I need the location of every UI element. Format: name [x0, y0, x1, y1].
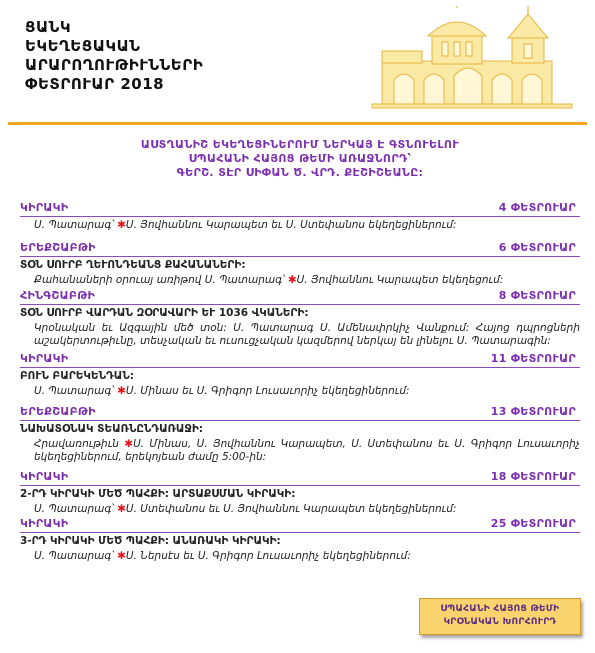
entry-header: [20, 404, 580, 421]
entry-header: [20, 200, 580, 217]
entry-title: ՏՕՆ ՍՈՒՐԲ ՂԵՒՈՆԴԵԱՆՑ ՔԱՀԱՆԱՆԵՐԻ:: [20, 259, 246, 271]
header-line-1: ՑԱՆԿ: [25, 18, 72, 36]
entry-text: [20, 550, 580, 563]
intro-line-2: ՍՊԱՀԱՆԻ ՀԱՅՈՑ ԹԵՄԻ ԱՌԱՋՆՈՐԴ՝: [188, 152, 412, 165]
entry-date: 6 ՓԵՏՐՈՒԱՐ: [498, 241, 576, 254]
entry-text-after: Ս. Մինաս, Ս. Յովհաննու Կարապետ, Ս. Ստեփանոս եւ Ս. Գրիգոր Լուսաւորիչ եկեղեցիներում, երեկոյեան ժամը 5:00-ին:: [34, 438, 580, 463]
red-star-icon: ✱: [117, 550, 126, 562]
entry-header: [20, 288, 580, 305]
entry-title: ԲՈՒՆ ԲԱՐԵԿԵՆԴԱՆ:: [20, 370, 134, 382]
entry-date: 11 ՓԵՏՐՈՒԱՐ: [490, 352, 576, 365]
entry-text-after: Ս. Յովհաննու Կարապետ եկեղեցում:: [296, 274, 504, 286]
church-illustration: [362, 6, 580, 110]
header-line-3: ԱՐԱՐՈՂՈՒԹԻՒՆՆԵՐԻ: [25, 56, 204, 74]
entry-day: ԵՐԵՔՇԱԲԹԻ: [20, 241, 96, 254]
entry-date: 4 ՓԵՏՐՈՒԱՐ: [498, 201, 576, 214]
intro-line-3: ԳԵՐՇ. ՏԷՐ ՍԻՓԱՆ Ծ. ՎՐԴ. ՔԷՇԻՇԵԱՆԸ:: [176, 166, 424, 179]
schedule-entry: [20, 200, 580, 232]
entry-header: [20, 351, 580, 368]
entry-day: ԿԻՐԱԿԻ: [20, 352, 69, 365]
schedule-entry: [20, 516, 580, 563]
entry-day: ԵՐԵՔՇԱԲԹԻ: [20, 405, 96, 418]
entry-text: [20, 322, 580, 348]
entry-day: ԿԻՐԱԿԻ: [20, 517, 69, 530]
page-header: [25, 18, 355, 94]
badge-line-2: ԿՐՕՆԱԿԱՆ ԽՈՐՀՈՒՐԴ: [443, 617, 557, 627]
entry-text-before: Հրավառութիւն: [34, 438, 119, 450]
red-star-icon: ✱: [124, 438, 134, 450]
entry-title: ՏՕՆ ՍՈՒՐԲ ՎԱՐԴԱՆ ԶՕՐԱՎԱՐԻ ԵՒ 1036 ՎԿԱՆԵՐԻ:: [20, 307, 309, 319]
entry-text-before: Ս. Պատարագ՝: [34, 503, 114, 515]
entry-day: ԿԻՐԱԿԻ: [20, 470, 69, 483]
council-signature-badge: [419, 598, 581, 635]
entry-text-before: Ս. Պատարագ՝: [34, 385, 114, 397]
red-star-icon: ✱: [117, 385, 126, 397]
entry-header: [20, 240, 580, 257]
entry-text-after: Ս. Մինաս եւ Ս. Գրիգոր Լուսաւորիչ եկեղեցիներում:: [125, 385, 410, 397]
schedule-entry: [20, 404, 580, 464]
entry-text: [20, 219, 580, 232]
entry-header: [20, 516, 580, 533]
entry-text-after: Ս. Յովհաննու Կարապետ եւ Ս. Ստեփանոս եկեղեցիներում:: [125, 219, 457, 231]
entry-text-before: Ս. Պատարագ՝: [34, 219, 114, 231]
entry-text-after: Ս. Ստեփանոս եւ Ս. Յովհաննու Կարապետ եկեղեցիներում:: [125, 503, 457, 515]
red-star-icon: ✱: [287, 274, 297, 286]
entry-text-after: Ս. Ներսէս եւ Ս. Գրիգոր Լուսաւորիչ եկեղեցիներում:: [125, 550, 411, 562]
entry-text: [20, 385, 580, 398]
entry-header: [20, 469, 580, 486]
entry-text: [20, 274, 580, 287]
entry-day: ՀԻՆԳՇԱԲԹԻ: [20, 289, 96, 302]
entry-text-before: Ս. Պատարագ՝: [34, 550, 114, 562]
orange-divider-top: [8, 122, 587, 125]
entry-title: ՆԱԽԱՏՕՆԱԿ ՏԵԱՌՆԸՆԴԱՌԱՋԻ:: [20, 423, 204, 435]
schedule-entry: [20, 351, 580, 398]
entry-text: [20, 438, 580, 464]
header-line-4: ՓԵՏՐՈՒԱՐ 2018: [25, 75, 165, 93]
schedule-entry: [20, 240, 580, 287]
entry-date: 25 ՓԵՏՐՈՒԱՐ: [490, 517, 576, 530]
entry-text-before: Քահանաների օրուայ առիթով Ս. Պատարագ՝: [34, 274, 285, 286]
entry-title: 3-ՐԴ ԿԻՐԱԿԻ ՄԵԾ ՊԱՀՔԻ: ԱՆԱՌԱԿԻ ԿԻՐԱԿԻ:: [20, 535, 281, 547]
red-star-icon: ✱: [117, 219, 126, 231]
header-line-2: ԵԿԵՂԵՑԱԿԱՆ: [25, 37, 141, 55]
entry-title: 2-ՐԴ ԿԻՐԱԿԻ ՄԵԾ ՊԱՀՔԻ: ԱՐՏԱՔՍՄԱՆ ԿԻՐԱԿԻ:: [20, 488, 296, 500]
entry-date: 8 ՓԵՏՐՈՒԱՐ: [498, 289, 576, 302]
intro-line-1: ԱՍՏՂԱՆԻՇ ԵԿԵՂԵՑԻՆԵՐՈՒՄ ՆԵՐԿԱՅ Է ԳՏՆՈՒԵԼՈՒ: [140, 138, 460, 151]
entry-day: ԿԻՐԱԿԻ: [20, 201, 69, 214]
entry-text: [20, 503, 580, 516]
badge-line-1: ՍՊԱՀԱՆԻ ՀԱՅՈՑ ԹԵՄԻ: [440, 604, 560, 614]
schedule-entry: [20, 288, 580, 348]
entry-date: 13 ՓԵՏՐՈՒԱՐ: [490, 405, 576, 418]
entry-date: 18 ՓԵՏՐՈՒԱՐ: [490, 470, 576, 483]
intro-block: [20, 138, 580, 180]
entry-text-before: Կրօնական եւ Ազգային մեծ տօն: Ս. Պատարագ Ս. Ամենափրկիչ Վանքում: Հայոց դպրոցների աշակերտութիւնը, տեսչական եւ ուսուցչական կազմերով ներկայ են լինելու Ս. Պատարագին:: [34, 322, 580, 347]
red-star-icon: ✱: [117, 503, 126, 515]
schedule-entry: [20, 469, 580, 516]
